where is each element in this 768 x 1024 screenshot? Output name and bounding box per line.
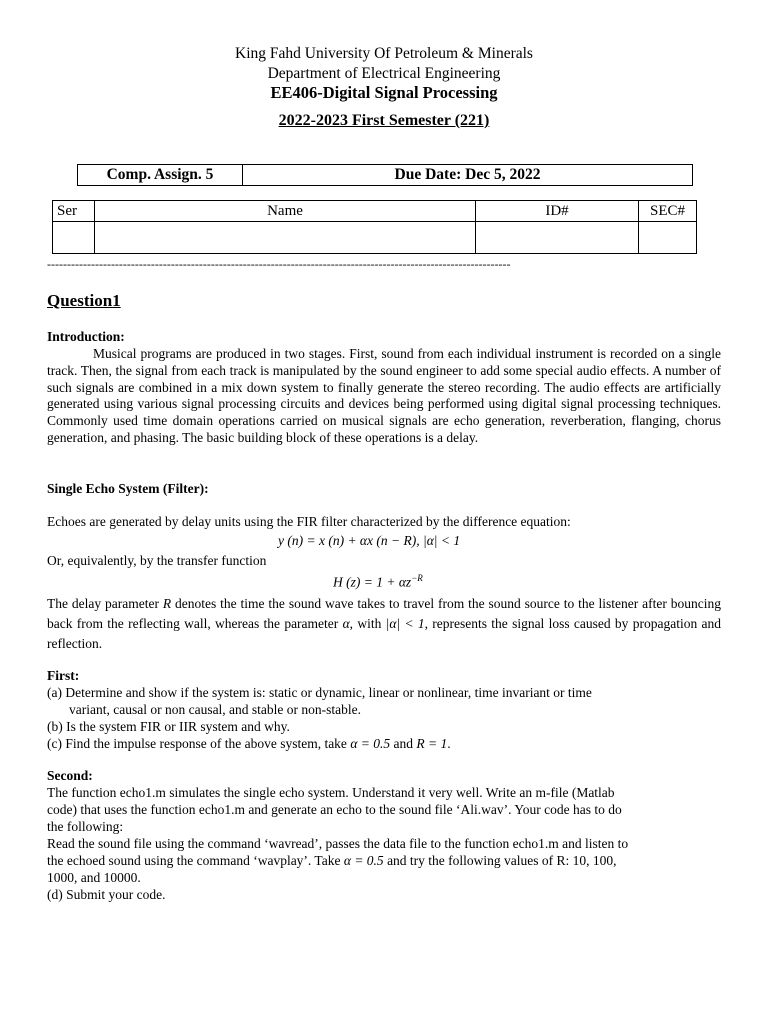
second-line-5 — [47, 853, 617, 870]
intro-heading: Introduction: — [47, 329, 125, 344]
header-id: ID# — [476, 201, 639, 222]
echo-heading: Single Echo System (Filter): — [47, 481, 209, 496]
delay-R: R — [162, 596, 172, 611]
assignment-label: Comp. Assign. 5 — [78, 165, 243, 185]
second-line-4: Read the sound file using the command ‘wavread’, passes the data file to the function echo1.m and listen to — [47, 836, 629, 851]
first-c-and: and — [393, 736, 414, 751]
second-l5-text: the echoed sound using the command ‘wavplay’. Take — [47, 853, 341, 868]
second-item-d: (d) Submit your code. — [47, 887, 166, 902]
semester-title: 2022-2023 First Semester (221) — [278, 112, 490, 129]
id-cell[interactable] — [476, 222, 639, 254]
second-line-2: code) that uses the function echo1.m and generate an echo to the sound file ‘Ali.wav’. Your code has to do — [47, 802, 622, 817]
delay-text-2: denotes the time the sound wave takes to travel from the sound source to the listener after bouncing back from the reflecting wall, whereas the parameter — [47, 596, 722, 631]
transfer-equation-base: H (z) = 1 + αz — [333, 574, 412, 590]
header-ser: Ser — [53, 201, 95, 222]
first-c-alpha: α = 0.5 — [350, 736, 391, 751]
second-l5-rest: and try the following values of R: 10, 100, — [387, 853, 617, 868]
department-name: Department of Electrical Engineering — [267, 65, 501, 82]
first-c-end: . — [447, 736, 451, 751]
ser-cell[interactable] — [53, 222, 95, 254]
second-line-1: The function echo1.m simulates the single echo system. Understand it very well. Write an m-file (Matlab — [47, 785, 615, 800]
first-item-a-line2: variant, causal or non causal, and stable or non-stable. — [69, 702, 362, 717]
student-info-table — [52, 200, 697, 254]
difference-equation: y (n) = x (n) + αx (n − R), |α| < 1 — [278, 533, 461, 548]
assignment-box — [77, 164, 693, 186]
course-title: EE406-Digital Signal Processing — [270, 83, 498, 102]
first-item-c — [47, 736, 451, 753]
intro-paragraph: Musical programs are produced in two stages. First, sound from each individual instrument is recorded on a single track. Then, the signal from each track is manipulated by the sound engineer to add some special audio effects. A number of such signals are combined in a mix down system to finally generate the stereo recording. The audio effects are artificially generated using various signal processing circuits and devices being performed using digital signal processing techniques. Commonly used time domain operations carried on musical signals are echo generation, reverberation, flanging, chorus generation, and phasing. The basic building block of these operations is a delay. — [47, 346, 721, 445]
separator-line: -------------------------------------------------------------------------------------------------------------------- — [47, 257, 511, 271]
delay-text-1: The delay parameter — [47, 596, 159, 611]
echo-text: Echoes are generated by delay units using the FIR filter characterized by the difference equation: — [47, 514, 571, 529]
second-line-6: 1000, and 10000. — [47, 870, 141, 885]
header-name: Name — [95, 201, 476, 222]
first-c-text: (c) Find the impulse response of the above system, take — [47, 736, 347, 751]
first-item-b: (b) Is the system FIR or IIR system and why. — [47, 719, 290, 734]
delay-alpha: α — [342, 616, 350, 631]
transfer-equation — [333, 573, 423, 591]
second-line-3: the following: — [47, 819, 124, 834]
second-heading: Second: — [47, 768, 93, 783]
sec-cell[interactable] — [639, 222, 697, 254]
first-c-R: R = 1 — [416, 736, 448, 751]
name-cell[interactable] — [95, 222, 476, 254]
delay-paragraph — [47, 594, 721, 654]
first-item-a-line1: (a) Determine and show if the system is: static or dynamic, linear or nonlinear, time invariant or time — [47, 685, 592, 700]
delay-cond: |α| < 1 — [385, 616, 425, 631]
delay-text-4: , represents the signal loss caused by propagation and reflection. — [47, 616, 721, 651]
delay-text-3: , with — [349, 616, 382, 631]
header-sec: SEC# — [639, 201, 697, 222]
second-l5-alpha: α = 0.5 — [343, 853, 384, 868]
question-title: Question1 — [47, 291, 121, 310]
first-heading: First: — [47, 668, 80, 683]
transfer-intro: Or, equivalently, by the transfer function — [47, 553, 267, 568]
due-date: Due Date: Dec 5, 2022 — [394, 166, 541, 183]
transfer-equation-exponent: −R — [411, 573, 423, 583]
university-name: King Fahd University Of Petroleum & Minerals — [235, 45, 533, 62]
